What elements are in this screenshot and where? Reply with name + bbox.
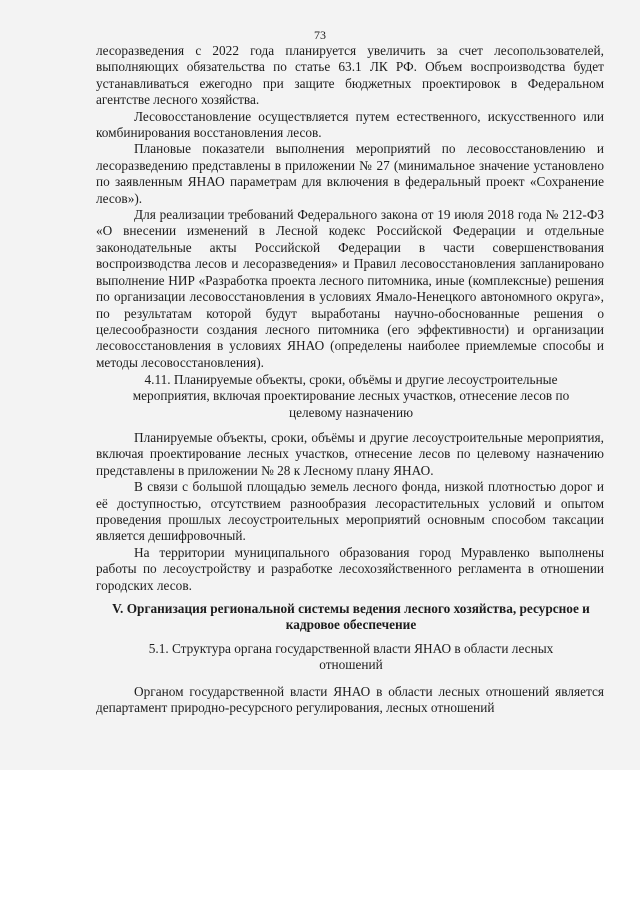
body-text-block-3	[96, 684, 604, 717]
paragraph: Лесовосстановление осуществляется путем естественного, искусственного или комбинирования восстановления лесов.	[96, 108, 604, 141]
body-text-block-2	[96, 430, 604, 594]
page-number: 73	[314, 28, 326, 42]
paragraph: Планируемые объекты, сроки, объёмы и другие лесоустроительные мероприятия, включая проектирование лесных участков, отнесение лесов по целевому назначению представлены в приложении № 28 к Лесному плану ЯНАО.	[96, 430, 604, 478]
paragraph: Органом государственной власти ЯНАО в области лесных отношений является департамент природно-ресурсного регулирования, лесных отношений	[96, 684, 604, 716]
paragraph: лесоразведения с 2022 года планируется увеличить за счет лесопользователей, выполняющих обязательства по статье 63.1 ЛК РФ. Объем воспроизводства будет устанавливаться ежегодно при защите бюджетных проектировок в Федеральном агентстве лесного хозяйства.	[96, 43, 604, 108]
section-heading-4-11: 4.11. Планируемые объекты, сроки, объёмы и другие лесоустроительные мероприятия, включая проектирование лесных участков, отнесение лесов по целевому назначению	[132, 372, 570, 420]
paragraph: В связи с большой площадью земель лесного фонда, низкой плотностью дорог и её доступностью, отсутствием разнообразия лесорастительных условий и опытом проведения прошлых лесоустроительных мероприятий основным способом таксации является дешифровочный.	[96, 479, 604, 544]
paragraph: Для реализации требований Федерального закона от 19 июля 2018 года № 212-ФЗ «О внесении изменений в Лесной кодекс Российской Федерации и отдельные законодательные акты Российской Федерации в части совершенствования воспроизводства лесов и лесоразведения» и Правил лесовосстановления запланировано выполнение НИР «Разработка проекта лесного питомника, иные (комплексные) решения по организации лесовосстановления в условиях Ямало-Ненецкого автономного округа», по результатам которой будут выработаны научно-обоснованные решения о целесообразности создания лесного питомника (его эффективности) и организации лесовосстановления в условиях ЯНАО (определены наиболее приемлемые способы и методы лесовосстановления).	[96, 207, 604, 370]
chapter-heading-v: V. Организация региональной системы ведения лесного хозяйства, ресурсное и кадровое обеспечение	[112, 601, 590, 633]
section-heading-5-1: 5.1. Структура органа государственной власти ЯНАО в области лесных отношений	[148, 641, 554, 673]
body-text-block-1	[96, 43, 604, 371]
paragraph: На территории муниципального образования город Муравленко выполнены работы по лесоустройству и разработке лесохозяйственного регламента в отношении городских лесов.	[96, 544, 604, 593]
paragraph: Плановые показатели выполнения мероприятий по лесовосстановлению и лесоразведению представлены в приложении № 27 (минимальное значение установлено по заявленным ЯНАО параметрам для включения в федеральный проект «Сохранение лесов»).	[96, 141, 604, 206]
